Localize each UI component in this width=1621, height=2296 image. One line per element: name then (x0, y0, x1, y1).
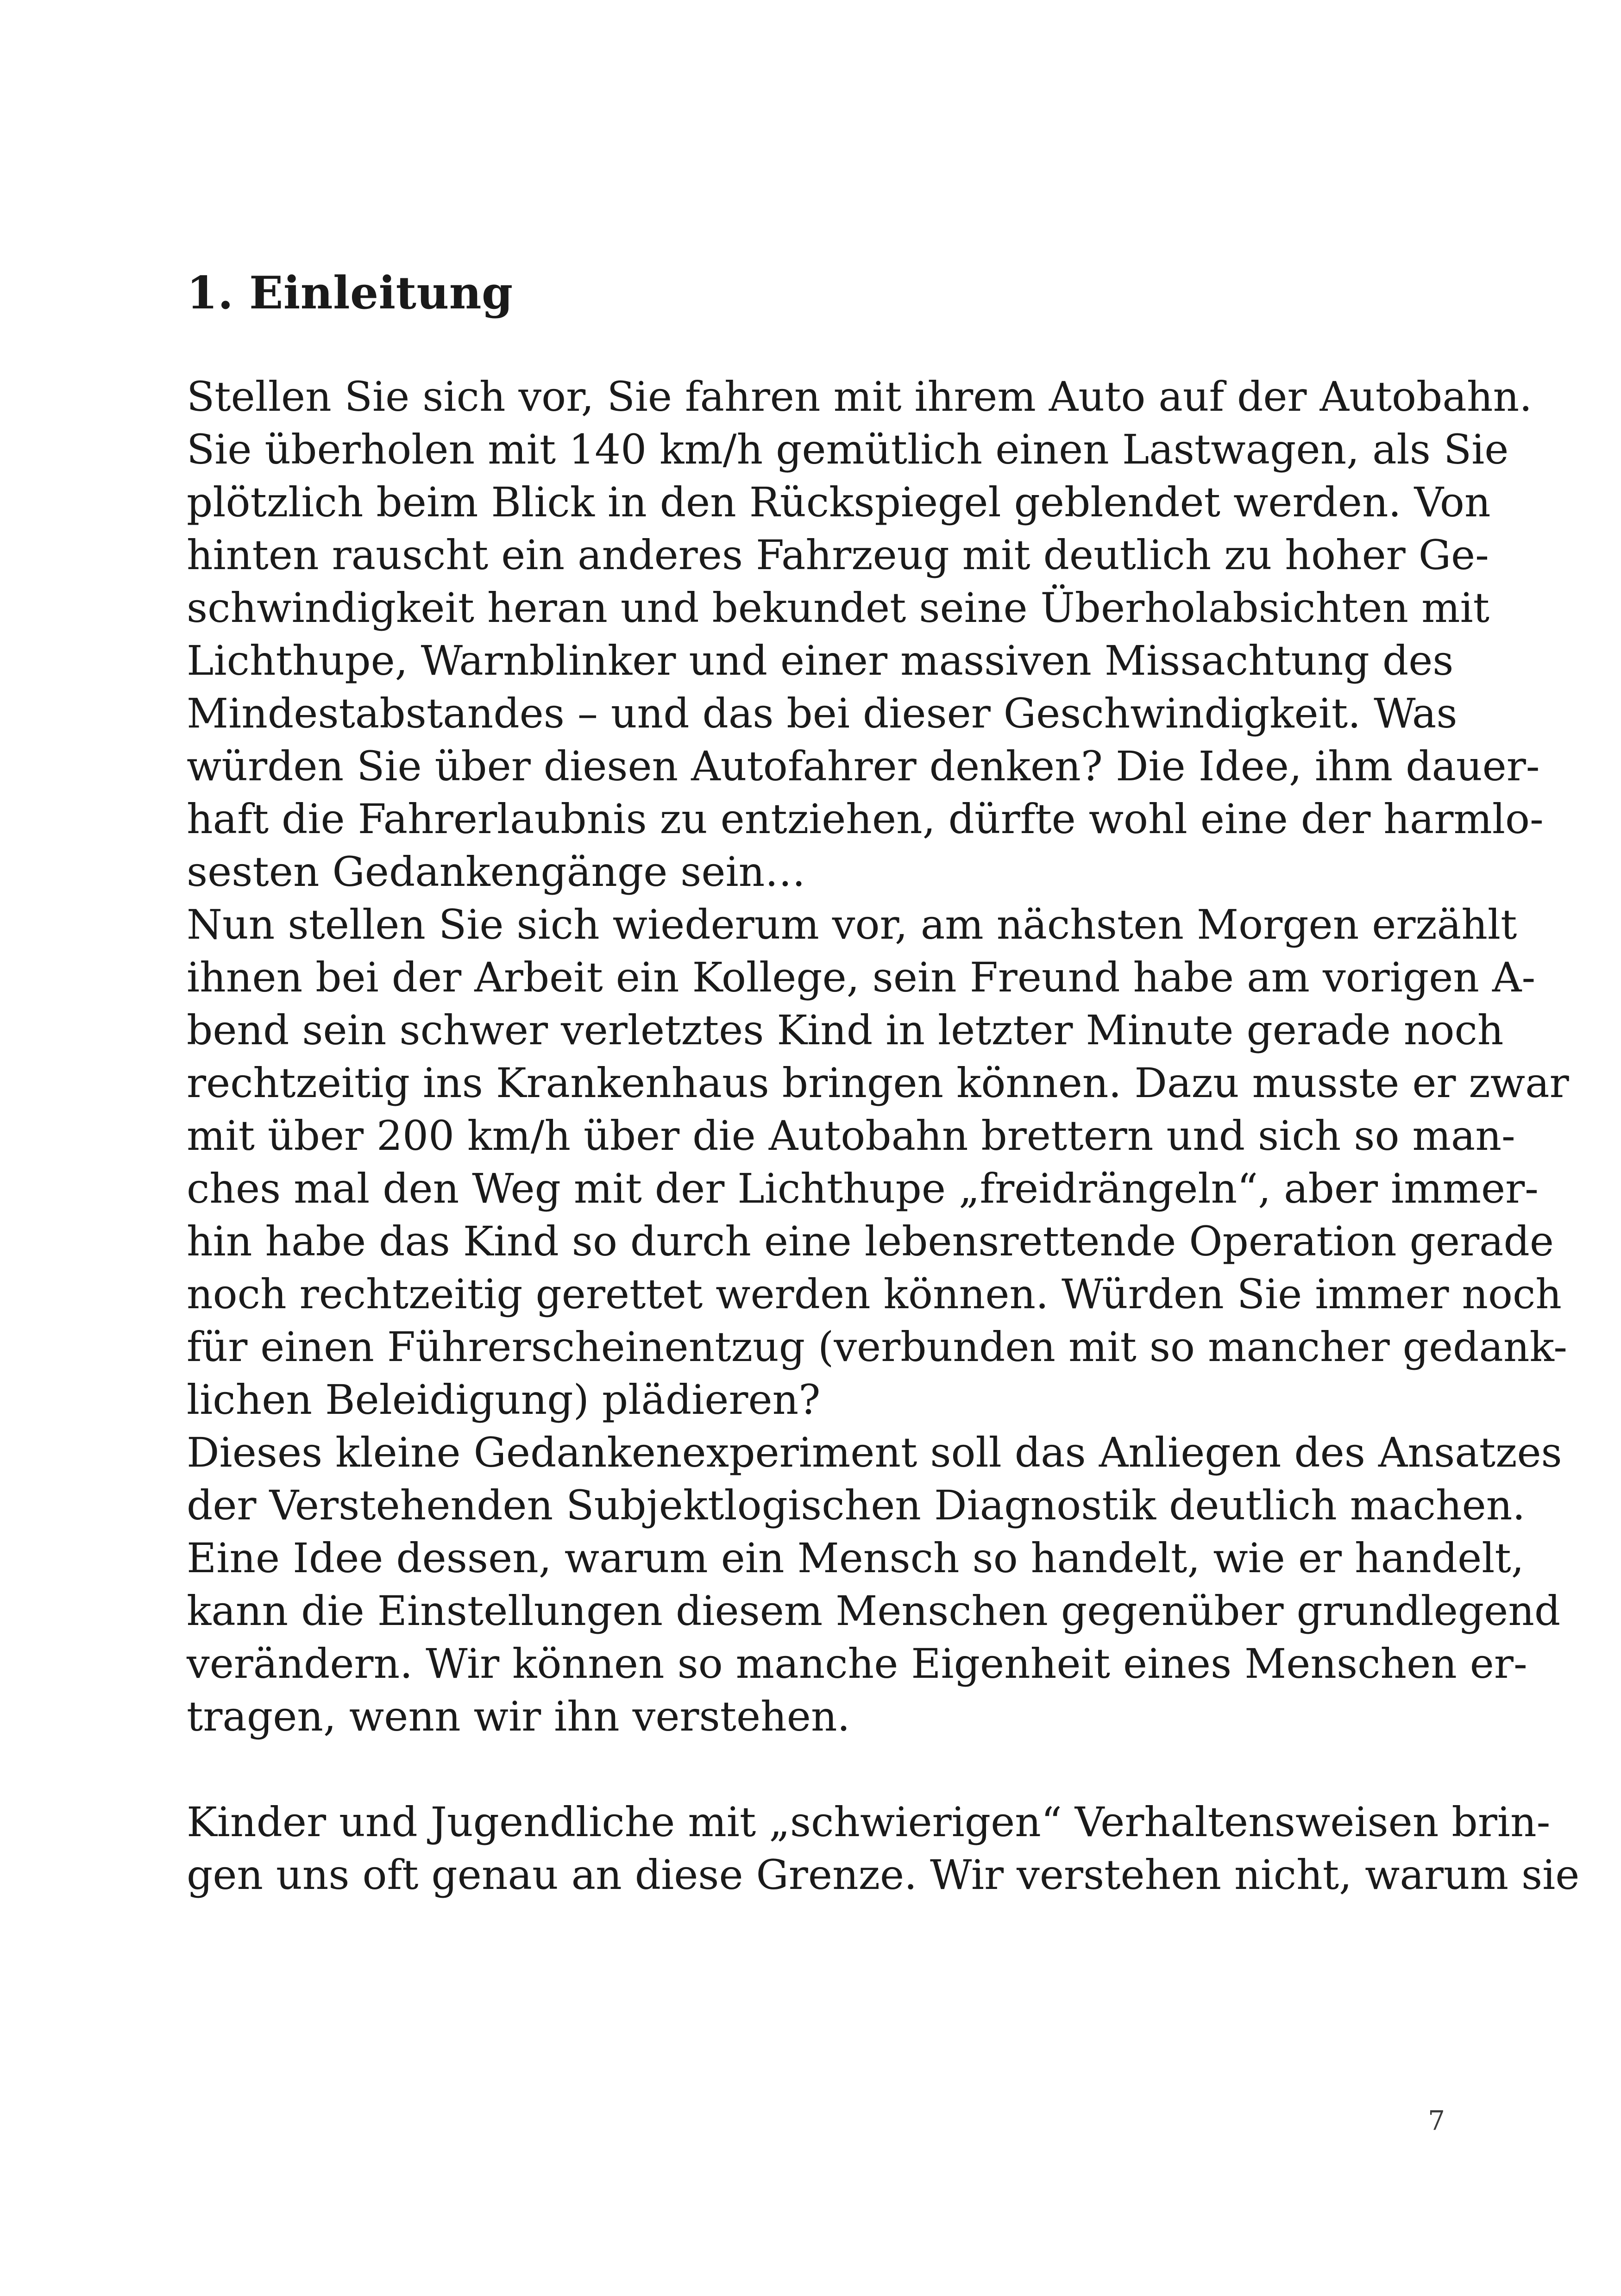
text-line: kann die Einstellungen diesem Menschen gegenüber grundlegend (187, 1587, 1561, 1635)
text-line: Dieses kleine Gedankenexperiment soll das Anliegen des Ansatzes (187, 1429, 1562, 1476)
text-line: sesten Gedankengänge sein… (187, 848, 806, 896)
text-line: lichen Beleidigung) plädieren? (187, 1376, 821, 1424)
text-line: Kinder und Jugendliche mit „schwierigen“ Verhaltensweisen brin- (187, 1798, 1551, 1846)
text-line: noch rechtzeitig gerettet werden können. Würden Sie immer noch (187, 1270, 1562, 1318)
text-line: hin habe das Kind so durch eine lebensrettende Operation gerade (187, 1217, 1554, 1265)
text-line: plötzlich beim Blick in den Rückspiegel geblendet werden. Von (187, 478, 1491, 526)
text-line: schwindigkeit heran und bekundet seine Überholabsichten mit (187, 584, 1490, 632)
text-line: Mindestabstandes – und das bei dieser Geschwindigkeit. Was (187, 690, 1458, 737)
text-line: rechtzeitig ins Krankenhaus bringen können. Dazu musste er zwar (187, 1059, 1569, 1107)
text-line: ihnen bei der Arbeit ein Kollege, sein Freund habe am vorigen A- (187, 954, 1536, 1001)
section-heading: 1. Einleitung (187, 267, 513, 319)
text-line: mit über 200 km/h über die Autobahn brettern und sich so man- (187, 1112, 1515, 1160)
text-line: gen uns oft genau an diese Grenze. Wir verstehen nicht, warum sie (187, 1851, 1580, 1899)
text-line: der Verstehenden Subjektlogischen Diagnostik deutlich machen. (187, 1481, 1526, 1529)
text-line: Eine Idee dessen, warum ein Mensch so handelt, wie er handelt, (187, 1534, 1524, 1582)
text-line: Sie überholen mit 140 km/h gemütlich einen Lastwagen, als Sie (187, 426, 1509, 473)
text-line: verändern. Wir können so manche Eigenheit eines Menschen er- (187, 1640, 1527, 1687)
text-line: würden Sie über diesen Autofahrer denken? Die Idee, ihm dauer- (187, 742, 1540, 790)
text-line: Stellen Sie sich vor, Sie fahren mit ihrem Auto auf der Autobahn. (187, 373, 1533, 420)
text-line: Lichthupe, Warnblinker und einer massiven Missachtung des (187, 637, 1454, 684)
text-line: Nun stellen Sie sich wiederum vor, am nächsten Morgen erzählt (187, 901, 1517, 948)
text-line: tragen, wenn wir ihn verstehen. (187, 1693, 850, 1740)
text-line: ches mal den Weg mit der Lichthupe „freidrängeln“, aber immer- (187, 1165, 1539, 1212)
text-line: für einen Führerscheinentzug (verbunden mit so mancher gedank- (187, 1323, 1568, 1371)
page-number: 7 (1428, 2105, 1445, 2136)
text-line: haft die Fahrerlaubnis zu entziehen, dürfte wohl eine der harmlo- (187, 795, 1544, 843)
text-line: hinten rauscht ein anderes Fahrzeug mit deutlich zu hoher Ge- (187, 531, 1489, 579)
body-text (187, 370, 1580, 1901)
paragraph-gap (187, 1743, 1446, 1796)
text-line: bend sein schwer verletztes Kind in letzter Minute gerade noch (187, 1006, 1504, 1054)
